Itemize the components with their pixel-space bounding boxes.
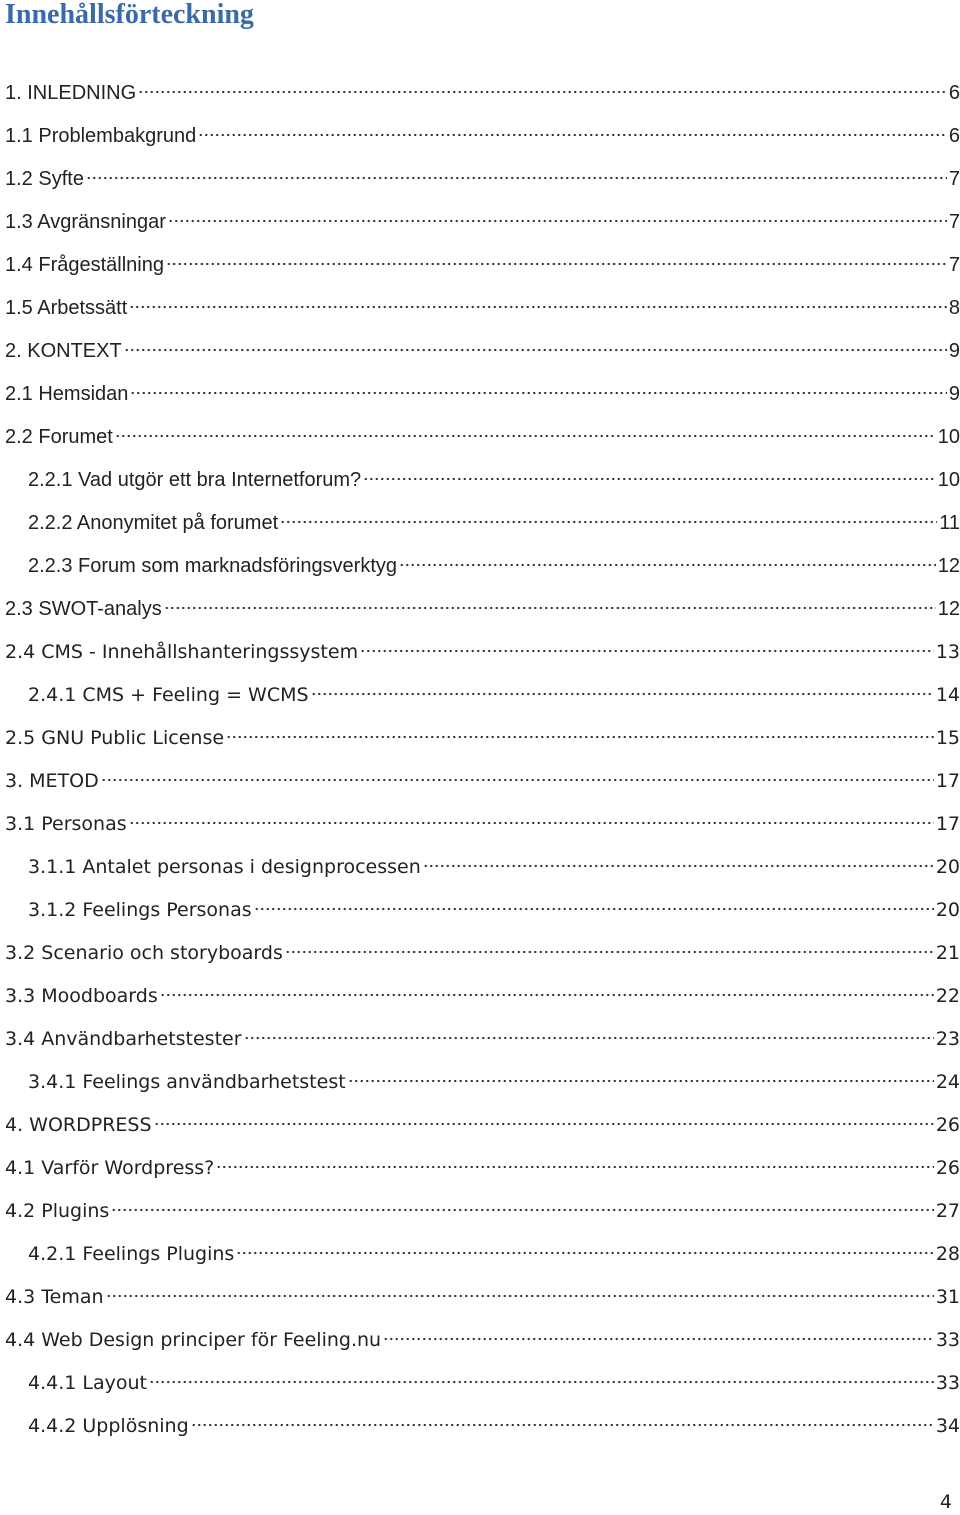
toc-leader-dots <box>348 1079 934 1083</box>
toc-entry-page: 9 <box>948 340 960 362</box>
toc-entry-page: 23 <box>935 1028 960 1050</box>
toc-leader-dots <box>399 563 936 567</box>
toc-leader-dots <box>423 864 934 868</box>
toc-leader-dots <box>106 1294 934 1298</box>
toc-entry[interactable] <box>5 381 960 407</box>
toc-entry-page: 33 <box>935 1329 960 1351</box>
toc-leader-dots <box>115 434 936 438</box>
toc-entry-page: 31 <box>935 1286 960 1308</box>
toc-leader-dots <box>191 1423 934 1427</box>
toc-entry-label: 1.3 Avgränsningar <box>5 211 166 233</box>
toc-entry-page: 24 <box>935 1071 960 1093</box>
toc-entry-label: 2.2.2 Anonymitet på forumet <box>28 512 279 534</box>
toc-leader-dots <box>244 1036 934 1040</box>
toc-entry-page: 21 <box>935 942 960 964</box>
toc-entry-page: 26 <box>935 1114 960 1136</box>
toc-entry[interactable] <box>28 1241 960 1267</box>
toc-entry-page: 14 <box>935 684 960 706</box>
toc-leader-dots <box>226 735 934 739</box>
toc-entry-page: 17 <box>935 770 960 792</box>
toc-leader-dots <box>166 262 947 266</box>
toc-entry-label: 2.2 Forumet <box>5 426 113 448</box>
toc-leader-dots <box>363 477 936 481</box>
toc-entry-label: 3.2 Scenario och storyboards <box>5 942 283 964</box>
toc-entry[interactable] <box>28 510 960 536</box>
toc-entry-label: 3. METOD <box>5 770 99 792</box>
toc-entry-label: 4.4.1 Layout <box>28 1372 147 1394</box>
toc-entry[interactable] <box>5 424 960 450</box>
toc-leader-dots <box>101 778 934 782</box>
toc-entry[interactable] <box>5 80 960 106</box>
toc-entry-label: 2.4 CMS - Innehållshanteringssystem <box>5 641 359 663</box>
toc-entry[interactable] <box>5 209 960 235</box>
toc-entry-page: 9 <box>948 383 960 405</box>
toc-entry-page: 15 <box>935 727 960 749</box>
toc-entry-page: 12 <box>937 555 960 577</box>
toc-leader-dots <box>198 133 947 137</box>
toc-entry[interactable] <box>28 897 960 923</box>
toc-entry[interactable] <box>5 252 960 278</box>
toc-leader-dots <box>164 606 936 610</box>
toc-entry[interactable] <box>28 682 960 708</box>
toc-entry-page: 28 <box>935 1243 960 1265</box>
toc-entry[interactable] <box>28 854 960 880</box>
toc-entry-page: 7 <box>948 254 960 276</box>
toc-entry-label: 2.2.1 Vad utgör ett bra Internetforum? <box>28 469 362 491</box>
toc-leader-dots <box>360 649 934 653</box>
toc-entry-label: 4. WORDPRESS <box>5 1114 152 1136</box>
toc-leader-dots <box>216 1165 934 1169</box>
toc-entry-label: 4.2 Plugins <box>5 1200 110 1222</box>
toc-entry-label: 4.3 Teman <box>5 1286 104 1308</box>
toc-entry[interactable] <box>28 467 960 493</box>
toc-entry-page: 27 <box>935 1200 960 1222</box>
toc-entry-page: 13 <box>935 641 960 663</box>
toc-entry[interactable] <box>5 1327 960 1353</box>
toc-entry[interactable] <box>5 811 960 837</box>
toc-entry-page: 6 <box>948 125 960 147</box>
toc-entry-label: 2.4.1 CMS + Feeling = WCMS <box>28 684 309 706</box>
toc-entry[interactable] <box>5 1284 960 1310</box>
toc-entry-page: 11 <box>939 512 960 534</box>
toc-entry[interactable] <box>5 639 960 665</box>
toc-leader-dots <box>285 950 934 954</box>
toc-entry-label: 2.2.3 Forum som marknadsföringsverktyg <box>28 555 398 577</box>
toc-leader-dots <box>383 1337 934 1341</box>
page-title: Innehållsförteckning <box>5 0 254 30</box>
toc-entry-page: 7 <box>948 211 960 233</box>
toc-entry-page: 10 <box>937 426 960 448</box>
toc-entry-page: 10 <box>937 469 960 491</box>
toc-entry-label: 3.1.2 Feelings Personas <box>28 899 252 921</box>
toc-entry-page: 26 <box>935 1157 960 1179</box>
toc-entry[interactable] <box>28 553 960 579</box>
toc-entry-label: 4.4.2 Upplösning <box>28 1415 189 1437</box>
toc-leader-dots <box>254 907 934 911</box>
toc-entry-label: 4.4 Web Design principer för Feeling.nu <box>5 1329 382 1351</box>
toc-entry-label: 3.1.1 Antalet personas i designprocessen <box>28 856 421 878</box>
toc-leader-dots <box>130 391 946 395</box>
toc-entry-label: 2. KONTEXT <box>5 340 122 362</box>
toc-entry-label: 4.1 Varför Wordpress? <box>5 1157 215 1179</box>
toc-entry[interactable] <box>5 940 960 966</box>
toc-entry[interactable] <box>5 596 960 622</box>
toc-leader-dots <box>138 90 947 94</box>
page-number: 4 <box>939 1491 952 1513</box>
toc-leader-dots <box>311 692 934 696</box>
toc-entry[interactable] <box>28 1413 960 1439</box>
toc-entry[interactable] <box>5 1155 960 1181</box>
toc-entry-page: 8 <box>948 297 960 319</box>
toc-entry[interactable] <box>5 1112 960 1138</box>
toc-entry-page: 17 <box>935 813 960 835</box>
toc-entry-label: 3.4 Användbarhetstester <box>5 1028 242 1050</box>
toc-entry-label: 4.2.1 Feelings Plugins <box>28 1243 235 1265</box>
toc-entry-page: 20 <box>935 899 960 921</box>
toc-entry-label: 1.1 Problembakgrund <box>5 125 197 147</box>
toc-entry-page: 33 <box>935 1372 960 1394</box>
toc-entry-label: 3.1 Personas <box>5 813 127 835</box>
toc-entry[interactable] <box>5 768 960 794</box>
toc-entry-page: 7 <box>948 168 960 190</box>
toc-entry[interactable] <box>5 166 960 192</box>
toc-entry[interactable] <box>5 295 960 321</box>
toc-leader-dots <box>154 1122 934 1126</box>
toc-entry[interactable] <box>5 1198 960 1224</box>
toc-leader-dots <box>236 1251 934 1255</box>
toc-leader-dots <box>160 993 934 997</box>
toc-entry-label: 2.1 Hemsidan <box>5 383 129 405</box>
toc-entry-page: 20 <box>935 856 960 878</box>
toc-entry-label: 1.2 Syfte <box>5 168 84 190</box>
toc-entry[interactable] <box>5 338 960 364</box>
toc-entry[interactable] <box>28 1370 960 1396</box>
toc-leader-dots <box>124 348 947 352</box>
toc-leader-dots <box>149 1380 934 1384</box>
toc-entry[interactable] <box>5 983 960 1009</box>
toc-entry-label: 2.3 SWOT-analys <box>5 598 162 620</box>
toc-leader-dots <box>129 821 934 825</box>
toc-entry[interactable] <box>5 1026 960 1052</box>
toc-entry-page: 34 <box>935 1415 960 1437</box>
toc-entry-label: 1.4 Frågeställning <box>5 254 164 276</box>
toc-entry[interactable] <box>5 725 960 751</box>
toc-leader-dots <box>86 176 947 180</box>
toc-entry-page: 22 <box>935 985 960 1007</box>
toc-leader-dots <box>280 520 937 524</box>
toc-leader-dots <box>129 305 947 309</box>
toc-entry-label: 1.5 Arbetssätt <box>5 297 128 319</box>
toc-entry-label: 3.3 Moodboards <box>5 985 158 1007</box>
toc-entry-label: 1. INLEDNING <box>5 82 137 104</box>
toc-entry-page: 6 <box>948 82 960 104</box>
toc-entry-page: 12 <box>937 598 960 620</box>
toc-entry[interactable] <box>28 1069 960 1095</box>
toc-entry[interactable] <box>5 123 960 149</box>
toc-entry-label: 3.4.1 Feelings användbarhetstest <box>28 1071 346 1093</box>
toc-leader-dots <box>111 1208 933 1212</box>
toc-entry-label: 2.5 GNU Public License <box>5 727 225 749</box>
toc-leader-dots <box>168 219 947 223</box>
